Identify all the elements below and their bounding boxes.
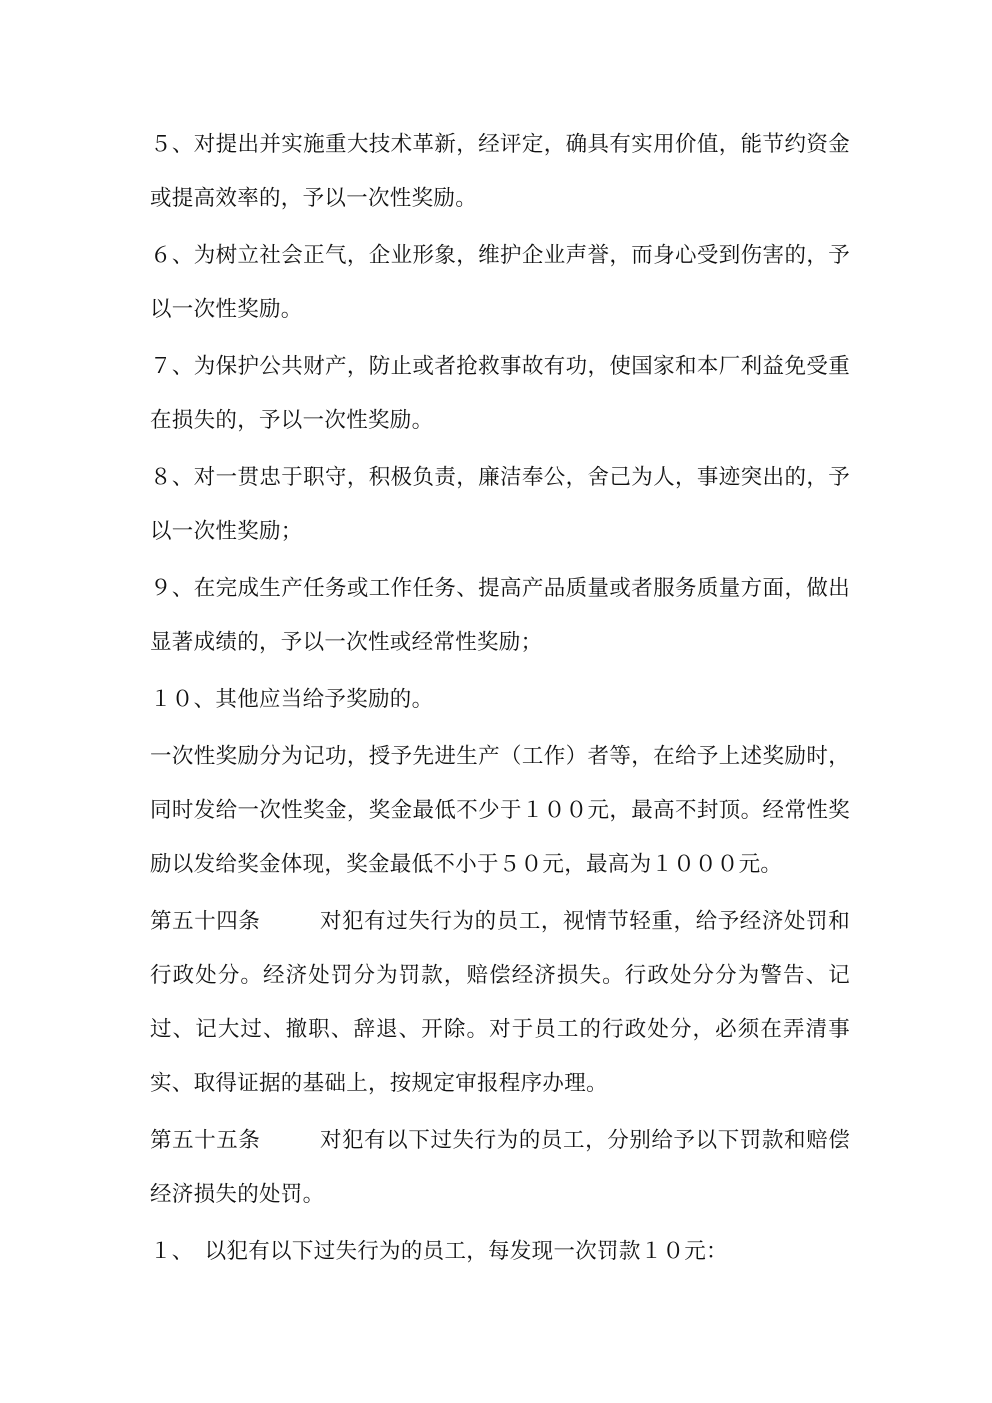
article-54-heading: 第五十四条 — [150, 909, 261, 934]
paragraph-reward-9: ９、在完成生产任务或工作任务、提高产品质量或者服务质量方面，做出显著成绩的，予以一次性或经常性奖励； — [150, 576, 850, 655]
paragraph-reward-5: ５、对提出并实施重大技术革新，经评定，确具有实用价值，能节约资金或提高效率的，予以一次性奖励。 — [150, 132, 850, 211]
paragraph-reward-7: ７、为保护公共财产，防止或者抢救事故有功，使国家和本厂利益免受重在损失的，予以一次性奖励。 — [150, 354, 850, 433]
article-55-heading: 第五十五条 — [150, 1128, 261, 1153]
penalty-item-1: １、 以犯有以下过失行为的员工，每发现一次罚款１０元： — [150, 1239, 728, 1264]
document-body — [150, 118, 850, 1282]
article-54 — [150, 895, 850, 1111]
article-54-body: 对犯有过失行为的员工，视情节轻重，给予经济处罚和行政处分。经济处罚分为罚款，赔偿经济损失。行政处分分为警告、记过、记大过、撤职、辞退、开除。对于员工的行政处分，必须在弄清事实、取得证据的基础上，按规定审报程序办理。 — [150, 909, 850, 1096]
paragraph-reward-10: １０、其他应当给予奖励的。 — [150, 687, 434, 712]
article-55 — [150, 1114, 850, 1222]
paragraph-reward-6: ６、为树立社会正气，企业形象，维护企业声誉，而身心受到伤害的，予以一次性奖励。 — [150, 243, 850, 322]
paragraph-reward-8: ８、对一贯忠于职守，积极负责，廉洁奉公，舍己为人，事迹突出的，予以一次性奖励； — [150, 465, 850, 544]
article-55-body: 对犯有以下过失行为的员工，分别给予以下罚款和赔偿经济损失的处罚。 — [150, 1128, 850, 1207]
paragraph-reward-amounts: 一次性奖励分为记功，授予先进生产（工作）者等，在给予上述奖励时，同时发给一次性奖金，奖金最低不少于１００元，最高不封顶。经常性奖励以发给奖金体现，奖金最低不小于５０元，最高为１０００元。 — [150, 744, 850, 877]
